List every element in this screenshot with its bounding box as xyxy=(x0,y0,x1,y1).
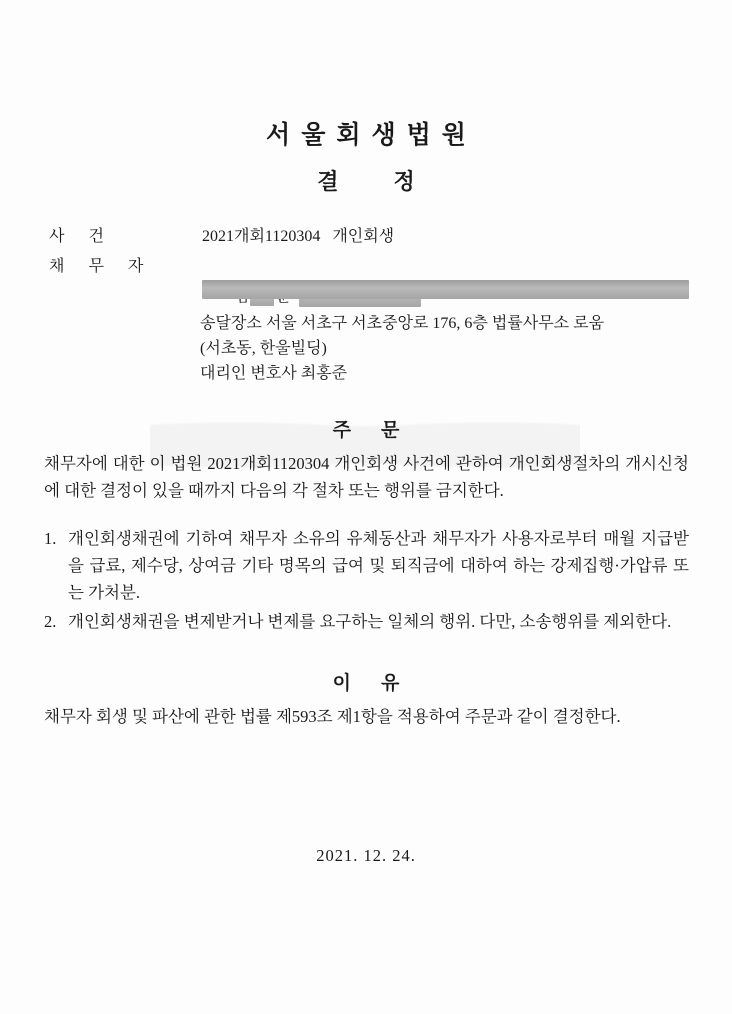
field-row-case xyxy=(47,222,687,252)
list-item xyxy=(44,608,689,635)
list-item-text: 개인회생채권을 변제받거나 변제를 요구하는 일체의 행위. 다만, 소송행위를 제외한다. xyxy=(68,612,672,631)
service-address-block xyxy=(200,311,690,386)
reason-paragraph: 채무자 회생 및 파산에 관한 법률 제593조 제1항을 적용하여 주문과 같이 결정한다. xyxy=(44,707,621,726)
representative-line: 대리인 변호사 최홍준 xyxy=(200,365,348,382)
prohibition-list xyxy=(44,525,689,637)
list-item-text: 개인회생채권에 기하여 채무자 소유의 유체동산과 채무자가 사용자로부터 매월 지급받을 급료, 제수당, 상여금 기타 명목의 급여 및 퇴직금에 대하여 하는 강제집행·가압류 또는 가처분. xyxy=(68,529,689,602)
decision-date: 2021. 12. 24. xyxy=(316,846,416,865)
field-value-case: 2021개회1120304 개인회생 xyxy=(202,228,395,245)
service-address-line-2: (서초동, 한울빌딩) xyxy=(200,340,327,357)
main-paragraph: 채무자에 대한 이 법원 2021개회1120304 개인회생 사건에 관하여 개인회생절차의 개시신청에 대한 결정이 있을 때까지 다음의 각 절차 또는 행위를 금지한다. xyxy=(44,454,689,500)
list-item-number: 2. xyxy=(44,612,57,631)
list-item xyxy=(44,525,689,606)
section-heading-reason: 이유 xyxy=(332,673,430,694)
field-label-case: 사 건 xyxy=(49,228,114,245)
redaction-block-address xyxy=(202,280,689,299)
section-heading-main: 주문 xyxy=(332,420,430,441)
document-title: 결정 xyxy=(317,169,470,194)
list-item-number: 1. xyxy=(44,529,57,548)
service-address-line-1: 송달장소 서울 서초구 서초중앙로 176, 6층 법률사무소 로움 xyxy=(200,315,605,332)
court-title: 서울회생법원 xyxy=(266,122,477,149)
field-label-debtor: 채 무 자 xyxy=(49,258,154,275)
